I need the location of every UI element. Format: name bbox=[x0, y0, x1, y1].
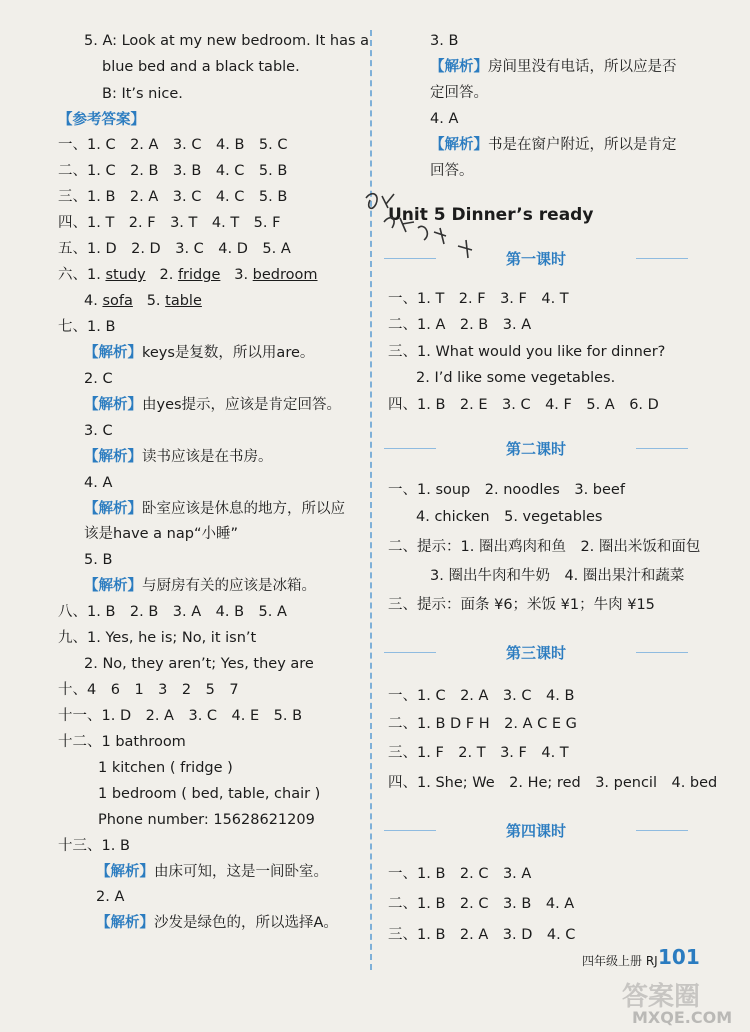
r-q4-analysis-text: 书是在窗户附近，所以是肯定 bbox=[488, 137, 677, 153]
section-1: 一、1. C 2. A 3. C 4. B 5. C bbox=[58, 137, 288, 153]
analysis-tag: 【解析】 bbox=[84, 449, 142, 465]
analysis-tag: 【解析】 bbox=[84, 345, 142, 361]
s6-word-sofa: sofa bbox=[102, 293, 133, 309]
q5-line-1: 5. A: Look at my new bedroom. It has a bbox=[84, 33, 370, 49]
l1-section-3-line-1: 三、1. What would you like for dinner? bbox=[388, 344, 666, 360]
r-q3-analysis-text: 房间里没有电话，所以应是否 bbox=[488, 59, 677, 75]
section-9-line-1: 九、1. Yes, he is; No, it isn’t bbox=[58, 630, 257, 646]
s7-q2-analysis bbox=[84, 395, 341, 415]
q5-line-2: blue bed and a black table. bbox=[102, 59, 300, 75]
l1-section-2: 二、1. A 2. B 3. A bbox=[388, 317, 532, 333]
l3-section-2: 二、1. B D F H 2. A C E G bbox=[388, 716, 577, 732]
l3-section-3: 三、1. F 2. T 3. F 4. T bbox=[388, 745, 569, 761]
l2-section-2-line-1: 二、提示：1. 圈出鸡肉和鱼 2. 圈出米饭和面包 bbox=[388, 539, 701, 555]
r-q4: 4. A bbox=[430, 111, 459, 127]
s6-word-fridge: fridge bbox=[177, 267, 221, 283]
section-7-q2: 2. C bbox=[84, 371, 113, 387]
section-5: 五、1. D 2. D 3. C 4. D 5. A bbox=[58, 241, 291, 257]
section-7-q5: 5. B bbox=[84, 552, 113, 568]
footer-grade-label: 四年级上册 RJ bbox=[582, 954, 658, 968]
analysis-tag: 【解析】 bbox=[96, 915, 154, 931]
l4-section-1: 一、1. B 2. C 3. A bbox=[388, 866, 532, 882]
l2-section-1-line-1: 一、1. soup 2. noodles 3. beef bbox=[388, 482, 625, 498]
s6-num-3: 3. bbox=[234, 267, 249, 283]
section-4: 四、1. T 2. F 3. T 4. T 5. F bbox=[58, 215, 281, 231]
s7-q5-analysis-text: 与厨房有关的应该是冰箱。 bbox=[142, 578, 316, 594]
s7-q2-analysis-text: 由yes提示，应该是肯定回答。 bbox=[142, 397, 342, 413]
section-8: 八、1. B 2. B 3. A 4. B 5. A bbox=[58, 604, 287, 620]
l2-section-3: 三、提示：面条 ¥6；米饭 ¥1；牛肉 ¥15 bbox=[388, 597, 655, 613]
section-6-line-2 bbox=[84, 291, 202, 311]
s13-q2-analysis-text: 沙发是绿色的，所以选择A。 bbox=[154, 915, 338, 931]
s7-q4-analysis-line-2: 该是have a nap“小睡” bbox=[84, 526, 238, 542]
watermark-url: MXQE.COM bbox=[632, 1008, 733, 1027]
s7-q3-analysis bbox=[84, 447, 273, 467]
section-3: 三、1. B 2. A 3. C 4. C 5. B bbox=[58, 189, 288, 205]
s6-word-table: table bbox=[165, 293, 202, 309]
section-11: 十一、1. D 2. A 3. C 4. E 5. B bbox=[58, 708, 303, 724]
s6-prefix: 六、1. bbox=[58, 267, 101, 283]
section-6-line-1 bbox=[58, 265, 318, 285]
s6-num-2: 2. bbox=[159, 267, 174, 283]
section-7-q4: 4. A bbox=[84, 475, 113, 491]
s13-q1-analysis bbox=[96, 862, 328, 882]
analysis-tag: 【解析】 bbox=[430, 137, 488, 153]
page-number: 101 bbox=[658, 945, 700, 969]
answers-heading: 【参考答案】 bbox=[58, 112, 145, 128]
section-13-q1: 十三、1. B bbox=[58, 838, 130, 854]
section-12-line-4: Phone number: 15628621209 bbox=[98, 812, 315, 828]
section-7-q3: 3. C bbox=[84, 423, 113, 439]
l4-section-2: 二、1. B 2. C 3. B 4. A bbox=[388, 896, 575, 912]
s6-word-study: study bbox=[105, 267, 146, 283]
section-13-q2: 2. A bbox=[96, 889, 125, 905]
unit-title: Unit 5 Dinner’s ready bbox=[388, 205, 594, 225]
analysis-tag: 【解析】 bbox=[84, 501, 142, 517]
lesson-1-heading: 第一课时 bbox=[436, 248, 636, 269]
section-12-line-1: 十二、1 bathroom bbox=[58, 734, 186, 750]
analysis-tag: 【解析】 bbox=[84, 578, 142, 594]
s7-q1-analysis bbox=[84, 343, 314, 363]
analysis-tag: 【解析】 bbox=[430, 59, 488, 75]
l1-section-4: 四、1. B 2. E 3. C 4. F 5. A 6. D bbox=[388, 397, 659, 413]
l3-section-1: 一、1. C 2. A 3. C 4. B bbox=[388, 688, 575, 704]
s6-num-4: 4. bbox=[84, 293, 98, 309]
l2-section-2-line-2: 3. 圈出牛肉和牛奶 4. 圈出果汁和蔬菜 bbox=[430, 568, 685, 584]
l4-section-3: 三、1. B 2. A 3. D 4. C bbox=[388, 927, 576, 943]
analysis-tag: 【解析】 bbox=[84, 397, 142, 413]
r-q3-analysis bbox=[430, 57, 677, 77]
section-9-line-2: 2. No, they aren’t; Yes, they are bbox=[84, 656, 314, 672]
column-divider bbox=[370, 30, 372, 970]
l1-section-3-line-2: 2. I’d like some vegetables. bbox=[416, 370, 616, 386]
s7-q4-analysis bbox=[84, 499, 345, 519]
lesson-4-heading: 第四课时 bbox=[436, 820, 636, 841]
s13-q2-analysis bbox=[96, 913, 338, 933]
lesson-3-heading: 第三课时 bbox=[436, 642, 636, 663]
s6-num-5: 5. bbox=[146, 293, 161, 309]
r-q4-analysis bbox=[430, 135, 677, 155]
s7-q5-analysis bbox=[84, 576, 316, 596]
r-q4-analysis-line-2: 回答。 bbox=[430, 163, 474, 179]
r-q3-analysis-line-2: 定回答。 bbox=[430, 85, 488, 101]
s13-q1-analysis-text: 由床可知，这是一间卧室。 bbox=[154, 864, 328, 880]
section-12-line-3: 1 bedroom ( bed, table, chair ) bbox=[98, 786, 321, 802]
section-7-q1: 七、1. B bbox=[58, 319, 116, 335]
s6-word-bedroom: bedroom bbox=[252, 267, 318, 283]
lesson-2-heading: 第二课时 bbox=[436, 438, 636, 459]
section-2: 二、1. C 2. B 3. B 4. C 5. B bbox=[58, 163, 288, 179]
section-10: 十、4 6 1 3 2 5 7 bbox=[58, 682, 239, 698]
s7-q3-analysis-text: 读书应该是在书房。 bbox=[142, 449, 273, 465]
analysis-tag: 【解析】 bbox=[96, 864, 154, 880]
l3-section-4: 四、1. She; We 2. He; red 3. pencil 4. bed bbox=[388, 775, 718, 791]
l1-section-1: 一、1. T 2. F 3. F 4. T bbox=[388, 291, 569, 307]
s7-q1-analysis-text: keys是复数，所以用are。 bbox=[142, 345, 315, 361]
watermark-logo: 答案圈 bbox=[622, 982, 701, 1012]
l2-section-1-line-2: 4. chicken 5. vegetables bbox=[416, 509, 603, 525]
q5-line-3: B: It’s nice. bbox=[102, 86, 183, 102]
section-12-line-2: 1 kitchen ( fridge ) bbox=[98, 760, 233, 776]
s7-q4-analysis-text: 卧室应该是休息的地方，所以应 bbox=[142, 501, 345, 517]
r-q3: 3. B bbox=[430, 33, 459, 49]
